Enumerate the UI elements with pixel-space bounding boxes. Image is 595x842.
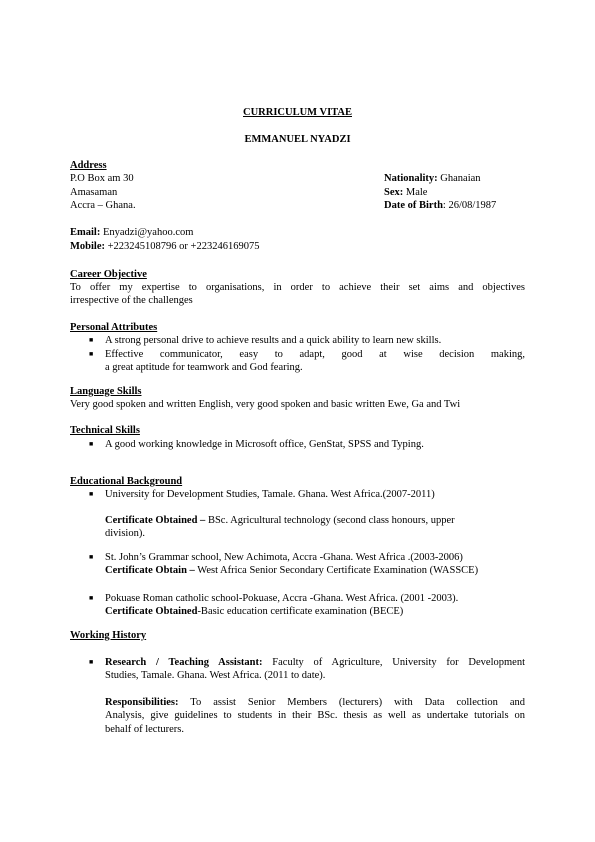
career-objective-line-1: To offer my expertise to organisations, in order to achieve their set aims and objectives [70,282,525,293]
dob-value: : 26/08/1987 [442,200,497,211]
address-line-2: Amasaman [70,187,118,198]
address-heading: Address [70,160,107,171]
address-line-3: Accra – Ghana. [70,200,136,211]
bullet-icon: ■ [89,553,94,561]
attribute-item-1: A strong personal drive to achieve results and a quick ability to learn new skills. [105,335,442,346]
bullet-icon: ■ [89,350,94,358]
bullet-icon: ■ [89,594,94,602]
mobile-value: +223245108796 or +223246169075 [105,241,260,252]
responsibilities-line-3: behalf of lecturers. [105,724,185,735]
sex-value: Male [403,187,428,198]
job-organisation: Faculty of Agriculture, University for Development [262,657,525,668]
job-line-1 [105,656,525,669]
career-objective-line-2: irrespective of the challenges [70,295,193,306]
education-item-2-certificate [105,564,478,577]
technical-item-1: A good working knowledge in Microsoft office, GenStat, SPSS and Typing. [105,439,424,450]
address-line-1: P.O Box am 30 [70,173,134,184]
email [70,226,193,239]
education-item-1-certificate [105,514,455,527]
certificate-value: BSc. Agricultural technology (second class honours, upper [205,515,455,526]
bullet-icon: ■ [89,490,94,498]
date-of-birth [384,199,496,212]
certificate-value: -Basic education certificate examination (BECE) [197,606,404,617]
bullet-icon: ■ [89,658,94,666]
education-item-1-school: University for Development Studies, Tamale. Ghana. West Africa.(2007-2011) [105,489,435,500]
responsibilities-line-1 [105,696,525,709]
education-item-1-certificate-line-2: division). [105,528,145,539]
email-label: Email: [70,227,101,238]
bullet-icon: ■ [89,336,94,344]
career-objective-heading: Career Objective [70,269,147,280]
education-item-2-school: St. John’s Grammar school, New Achimota, Accra -Ghana. West Africa .(2003-2006) [105,552,463,563]
certificate-label: Certificate Obtained [105,606,198,617]
mobile-label: Mobile: [70,241,105,252]
sex-label: Sex: [384,187,404,198]
certificate-label: Certificate Obtained – [105,515,206,526]
language-skills-text: Very good spoken and written English, very good spoken and basic written Ewe, Ga and Twi [70,399,461,410]
dob-label: Date of Birth [384,200,443,211]
personal-attributes-heading: Personal Attributes [70,322,158,333]
mobile [70,240,259,253]
education-heading: Educational Background [70,476,183,487]
document-title: CURRICULUM VITAE [243,107,352,118]
responsibilities-line-2: Analysis, give guidelines to students in their BSc. thesis as well as undertake tutorials on [105,710,525,721]
email-value: Enyadzi@yahoo.com [100,227,194,238]
sex [384,186,427,199]
education-item-3-school: Pokuase Roman catholic school-Pokuase, Accra -Ghana. West Africa. (2001 -2003). [105,593,459,604]
technical-skills-heading: Technical Skills [70,425,140,436]
job-title: Research / Teaching Assistant: [105,657,263,668]
bullet-icon: ■ [89,440,94,448]
certificate-value: West Africa Senior Secondary Certificate Examination (WASSCE) [194,565,479,576]
certificate-label: Certificate Obtain – [105,565,195,576]
nationality-label: Nationality: [384,173,438,184]
nationality [384,172,481,185]
education-item-3-certificate [105,605,403,618]
attribute-item-2-line-2: a great aptitude for teamwork and God fearing. [105,362,303,373]
language-skills-heading: Language Skills [70,386,142,397]
responsibilities-label: Responsibilities: [105,697,179,708]
candidate-name: EMMANUEL NYADZI [244,134,351,145]
attribute-item-2-line-1: Effective communicator, easy to adapt, good at wise decision making, [105,349,525,360]
nationality-value: Ghanaian [437,173,481,184]
working-history-heading: Working History [70,630,147,641]
responsibilities-text: To assist Senior Members (lecturers) with Data collection and [178,697,525,708]
job-line-2: Studies, Tamale. Ghana. West Africa. (2011 to date). [105,670,326,681]
